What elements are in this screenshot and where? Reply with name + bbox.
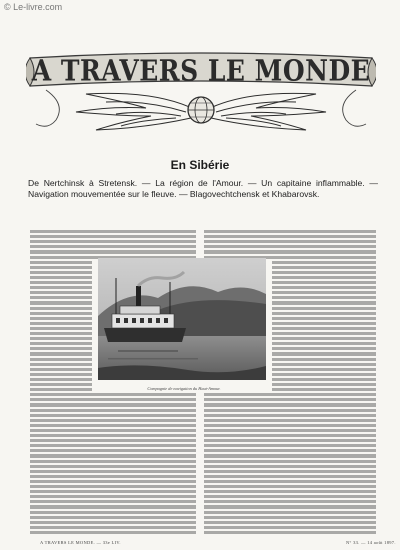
body-text-line bbox=[30, 352, 92, 355]
body-text-line bbox=[204, 500, 376, 503]
body-text-line bbox=[204, 526, 376, 529]
body-text-line bbox=[204, 398, 376, 401]
body-text-line bbox=[30, 317, 92, 320]
body-text-line bbox=[30, 296, 92, 299]
body-text-line bbox=[204, 485, 376, 488]
body-text-line bbox=[30, 383, 92, 386]
body-text-line bbox=[204, 250, 376, 253]
body-text-line bbox=[30, 363, 92, 366]
body-text-line bbox=[272, 286, 376, 289]
body-text-line bbox=[30, 531, 196, 534]
body-text-line bbox=[272, 373, 376, 376]
body-text-line bbox=[30, 261, 92, 264]
body-text-line bbox=[30, 511, 196, 514]
body-text-line bbox=[204, 245, 376, 248]
body-text-line bbox=[272, 342, 376, 345]
body-text-line bbox=[30, 403, 196, 406]
body-text-line bbox=[30, 373, 92, 376]
body-text-line bbox=[204, 434, 376, 437]
body-text-line bbox=[204, 531, 376, 534]
body-text-line bbox=[30, 393, 196, 396]
body-text-line bbox=[204, 511, 376, 514]
body-text-line bbox=[204, 444, 376, 447]
article-title: En Sibérie bbox=[170, 158, 230, 172]
body-text-line bbox=[30, 439, 196, 442]
body-text-line bbox=[30, 342, 92, 345]
body-text-line bbox=[272, 266, 376, 269]
body-text-line bbox=[272, 296, 376, 299]
body-text-line bbox=[204, 393, 376, 396]
body-text-line bbox=[272, 332, 376, 335]
body-text-line bbox=[272, 327, 376, 330]
watermark: © Le-livre.com bbox=[4, 2, 63, 12]
body-text-line bbox=[30, 307, 92, 310]
body-text-line bbox=[272, 347, 376, 350]
body-text-line bbox=[204, 403, 376, 406]
body-text-line bbox=[272, 322, 376, 325]
body-text-line bbox=[30, 240, 196, 243]
body-text-line bbox=[204, 419, 376, 422]
body-text-line bbox=[204, 480, 376, 483]
body-text-line bbox=[204, 495, 376, 498]
body-text-line bbox=[272, 378, 376, 381]
body-text-line bbox=[30, 388, 92, 391]
body-text-line bbox=[272, 312, 376, 315]
body-text-line bbox=[30, 434, 196, 437]
body-text-line bbox=[30, 475, 196, 478]
body-text-line bbox=[272, 276, 376, 279]
body-text-line bbox=[204, 409, 376, 412]
body-text-line bbox=[30, 312, 92, 315]
body-text-line bbox=[272, 307, 376, 310]
body-text-line bbox=[30, 490, 196, 493]
body-text-line bbox=[30, 485, 196, 488]
body-text-line bbox=[30, 500, 196, 503]
footer-publication: A TRAVERS LE MONDE. — 33e LIV. bbox=[40, 540, 121, 545]
body-text-line bbox=[204, 414, 376, 417]
body-text-line bbox=[272, 281, 376, 284]
body-text-line bbox=[30, 368, 92, 371]
body-text-line bbox=[30, 358, 92, 361]
body-text-line bbox=[30, 281, 92, 284]
body-text-line bbox=[30, 460, 196, 463]
photo-caption: Compagnie de navigation du Haut-Amour. bbox=[147, 386, 221, 391]
body-text-line bbox=[204, 439, 376, 442]
body-text-line bbox=[30, 286, 92, 289]
body-text-line bbox=[30, 347, 92, 350]
masthead-title: A TRAVERS LE MONDE bbox=[31, 53, 371, 88]
body-text-line bbox=[30, 266, 92, 269]
body-text-line bbox=[30, 495, 196, 498]
body-text-line bbox=[30, 526, 196, 529]
body-text-line bbox=[30, 429, 196, 432]
body-text-line bbox=[204, 490, 376, 493]
body-text-line bbox=[30, 414, 196, 417]
body-text-line bbox=[272, 317, 376, 320]
body-text-line bbox=[30, 470, 196, 473]
body-text-line bbox=[204, 449, 376, 452]
article-summary: De Nertchinsk à Stretensk. — La région de l'Amour. — Un capitaine inflammable. — Navigation mouvementée sur le fleuve. — Blagovechtchensk et Khabarovsk. bbox=[28, 178, 378, 199]
body-text-line bbox=[30, 235, 196, 238]
body-text-line bbox=[272, 261, 376, 264]
body-text-line bbox=[204, 454, 376, 457]
body-text-line bbox=[30, 250, 196, 253]
body-text-line bbox=[30, 505, 196, 508]
body-text-line bbox=[30, 332, 92, 335]
body-text-line bbox=[204, 521, 376, 524]
body-text-line bbox=[272, 383, 376, 386]
body-text-line bbox=[30, 480, 196, 483]
body-text-line bbox=[30, 398, 196, 401]
body-text-line bbox=[30, 465, 196, 468]
body-text-line bbox=[272, 358, 376, 361]
body-text-line bbox=[204, 516, 376, 519]
body-text-line bbox=[30, 322, 92, 325]
body-text-line bbox=[204, 475, 376, 478]
body-text-line bbox=[30, 291, 92, 294]
body-text-line bbox=[204, 465, 376, 468]
body-text-line bbox=[204, 230, 376, 233]
body-text-line bbox=[30, 230, 196, 233]
body-text-line bbox=[272, 301, 376, 304]
body-text-line bbox=[272, 368, 376, 371]
masthead bbox=[26, 50, 376, 140]
body-text-line bbox=[30, 276, 92, 279]
body-text-line bbox=[30, 409, 196, 412]
footer-issue: N° 33. — 14 août 1897. bbox=[346, 540, 396, 545]
body-text-line bbox=[30, 449, 196, 452]
body-text-line bbox=[204, 429, 376, 432]
steamboat-photo bbox=[98, 258, 266, 380]
body-text-line bbox=[272, 337, 376, 340]
body-text-line bbox=[272, 352, 376, 355]
body-text-line bbox=[204, 240, 376, 243]
body-text-line bbox=[272, 363, 376, 366]
body-text-line bbox=[272, 271, 376, 274]
body-text-line bbox=[30, 424, 196, 427]
body-text-line bbox=[30, 378, 92, 381]
body-text-line bbox=[30, 337, 92, 340]
body-text-line bbox=[204, 470, 376, 473]
body-text-line bbox=[30, 301, 92, 304]
body-text-line bbox=[30, 444, 196, 447]
body-text-line bbox=[30, 245, 196, 248]
body-text-line bbox=[30, 327, 92, 330]
body-text-line bbox=[204, 235, 376, 238]
body-text-line bbox=[272, 388, 376, 391]
body-text-line bbox=[204, 505, 376, 508]
body-text-line bbox=[204, 460, 376, 463]
body-text-line bbox=[30, 521, 196, 524]
body-text-line bbox=[30, 419, 196, 422]
body-text-line bbox=[30, 454, 196, 457]
body-text-line bbox=[30, 271, 92, 274]
body-text-line bbox=[30, 516, 196, 519]
body-text-line bbox=[204, 424, 376, 427]
body-text-line bbox=[272, 291, 376, 294]
